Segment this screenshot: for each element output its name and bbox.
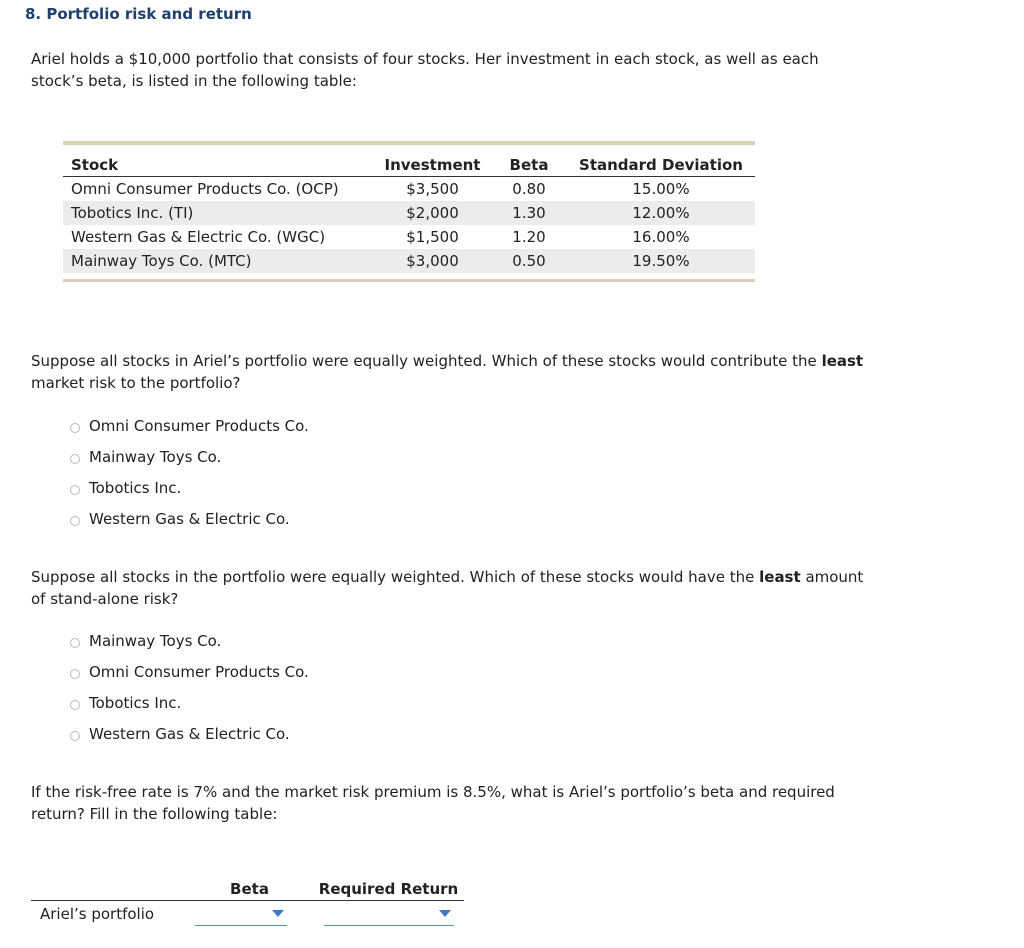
radio-button[interactable] — [70, 700, 80, 710]
q2-emphasis: least — [759, 568, 801, 586]
table-row — [63, 177, 755, 202]
q2-option-omni[interactable] — [70, 656, 309, 687]
header-required-return: Required Return — [318, 880, 459, 898]
beta-dropdown[interactable] — [195, 903, 287, 926]
table-bottom-rule — [63, 279, 755, 282]
table-top-rule — [63, 141, 755, 145]
cell-investment: $3,500 — [406, 180, 459, 198]
cell-investment: $2,000 — [372, 201, 491, 225]
cell-investment: $1,500 — [406, 228, 459, 246]
cell-stock: Western Gas & Electric Co. (WGC) — [71, 228, 326, 246]
stock-table — [63, 141, 755, 282]
table-row — [63, 201, 755, 225]
q2-options — [70, 625, 309, 749]
q1-option-western[interactable] — [70, 503, 309, 534]
option-label: Western Gas & Electric Co. — [89, 509, 290, 528]
q1-option-omni[interactable] — [70, 410, 309, 441]
row-label: Ariel’s portfolio — [40, 905, 155, 923]
table-header-row — [63, 154, 755, 177]
q2-text-after: amount of stand-alone risk? — [31, 568, 864, 608]
q1-text-before: Suppose all stocks in Ariel’s portfolio were equally weighted. Which of these stocks would contribute the — [31, 352, 822, 370]
option-label: Western Gas & Electric Co. — [89, 724, 290, 743]
radio-button[interactable] — [70, 731, 80, 741]
q1-emphasis: least — [821, 352, 864, 370]
cell-sd: 16.00% — [632, 228, 690, 246]
option-label: Omni Consumer Products Co. — [89, 662, 309, 681]
header-investment: Investment — [372, 154, 491, 177]
cell-stock: Tobotics Inc. (TI) — [63, 201, 372, 225]
cell-beta: 0.50 — [491, 249, 565, 273]
q3-prompt: If the risk-free rate is 7% and the market risk premium is 8.5%, what is Ariel’s portfolio’s beta and required return? Fill in the following table: — [31, 783, 835, 823]
header-stock: Stock — [63, 154, 372, 177]
radio-button[interactable] — [70, 454, 80, 464]
cell-beta: 0.80 — [512, 180, 546, 198]
q2-option-tobotics[interactable] — [70, 687, 309, 718]
required-return-dropdown[interactable] — [324, 903, 454, 926]
q1-option-tobotics[interactable] — [70, 472, 309, 503]
header-blank — [31, 880, 186, 900]
q2-option-mainway[interactable] — [70, 625, 309, 656]
cell-sd: 19.50% — [565, 249, 755, 273]
chevron-down-icon — [272, 910, 284, 917]
radio-button[interactable] — [70, 638, 80, 648]
q1-options — [70, 410, 309, 534]
cell-stock: Mainway Toys Co. (MTC) — [63, 249, 372, 273]
option-label: Mainway Toys Co. — [89, 631, 222, 650]
table-row — [63, 225, 755, 249]
cell-beta: 1.20 — [512, 228, 546, 246]
chevron-down-icon — [439, 910, 451, 917]
cell-beta: 1.30 — [491, 201, 565, 225]
q1-prompt — [31, 350, 871, 394]
option-label: Tobotics Inc. — [89, 478, 182, 497]
option-label: Omni Consumer Products Co. — [89, 416, 309, 435]
cell-sd: 15.00% — [632, 180, 690, 198]
radio-button[interactable] — [70, 423, 80, 433]
header-beta: Beta — [230, 880, 269, 898]
option-label: Mainway Toys Co. — [89, 447, 222, 466]
portfolio-table — [31, 880, 464, 927]
radio-button[interactable] — [70, 669, 80, 679]
cell-sd: 12.00% — [565, 201, 755, 225]
option-label: Tobotics Inc. — [89, 693, 182, 712]
q2-text-before: Suppose all stocks in the portfolio were equally weighted. Which of these stocks would have the — [31, 568, 760, 586]
radio-button[interactable] — [70, 485, 80, 495]
q2-prompt — [31, 566, 871, 610]
question-title: 8. Portfolio risk and return — [25, 5, 252, 23]
portfolio-table-header — [31, 880, 464, 901]
cell-investment: $3,000 — [372, 249, 491, 273]
question-intro: Ariel holds a $10,000 portfolio that consists of four stocks. Her investment in each stock, as well as each stock’s beta, is listed in the following table: — [31, 50, 819, 90]
portfolio-row — [31, 901, 464, 927]
header-standard-deviation: Standard Deviation — [565, 154, 755, 177]
table-row — [63, 249, 755, 273]
radio-button[interactable] — [70, 516, 80, 526]
q2-option-western[interactable] — [70, 718, 309, 749]
header-beta: Beta — [491, 154, 565, 177]
cell-stock: Omni Consumer Products Co. (OCP) — [71, 180, 339, 198]
q1-text-after: market risk to the portfolio? — [31, 374, 241, 392]
q1-option-mainway[interactable] — [70, 441, 309, 472]
